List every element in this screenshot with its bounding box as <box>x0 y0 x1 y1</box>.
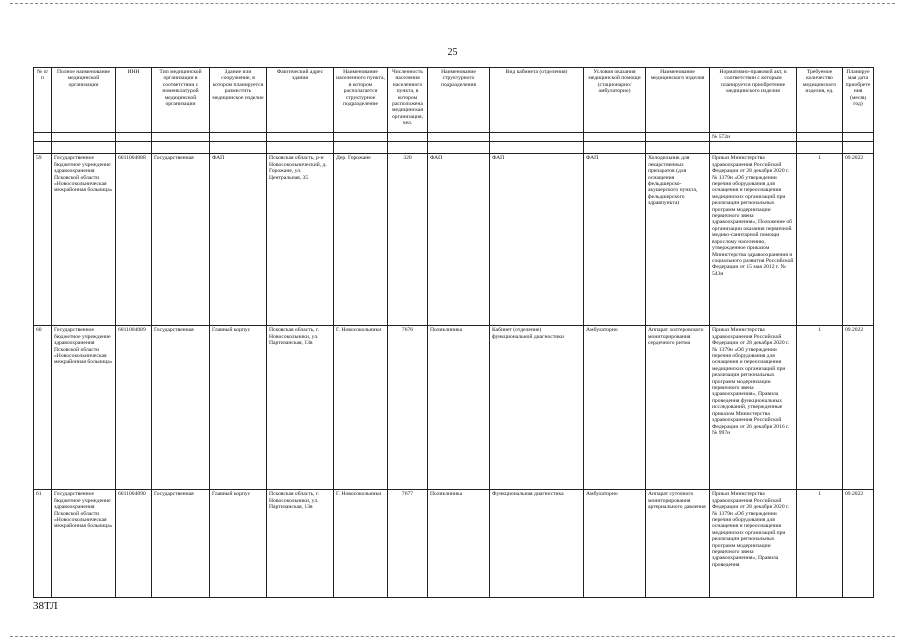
cell-org: Государственное бюджетное учреждение здравоохранения Псковской области «Новосокольническая межрайонная больница» <box>52 490 116 598</box>
cell-num: 59 <box>34 154 52 326</box>
cell-date: 09.2022 <box>843 490 874 598</box>
cell-building: Главный корпус <box>210 490 267 598</box>
cell-inn: 6011004088 <box>116 154 152 326</box>
cell-locality: Г. Новосокольники <box>334 326 388 490</box>
cell-device: Аппарат холтеровского мониторирования сердечного ритма <box>646 326 710 490</box>
cell-date: 09.2022 <box>843 154 874 326</box>
cell-act: Приказ Министерства здравоохранения Российской Федерации от 28 декабря 2020 г. № 1379н «Об утверждении перечня оборудования для оснащения и переоснащения медицинских организаций при реализации региональных программ модернизации первичного звена здравоохранения», Правила проведения функциональных исследований, утвержденные приказом Министерства здравоохранения Российской Федерации от 26 декабря 2016 г. № 997н <box>710 326 797 490</box>
header-date: Планируемая дата приобретения (месяц год) <box>843 68 874 133</box>
cell-device: Аппарат суточного мониторирования артериального давления <box>646 490 710 598</box>
cell-org: Государственное бюджетное учреждение здравоохранения Псковской области «Новосокольническая межрайонная больница» <box>52 154 116 326</box>
cell-num: 61 <box>34 490 52 598</box>
header-inn: ИНН <box>116 68 152 133</box>
header-act: Нормативно-правовой акт, в соответствии с которым планируется приобретение медицинского изделия <box>710 68 797 133</box>
scan-bottom-edge <box>10 636 895 637</box>
cell-address: Псковская область, р-н Новосокольнический, д. Горожане, ул. Центральная, 35 <box>267 154 334 326</box>
header-cabinet: Вид кабинета (отделения) <box>490 68 584 133</box>
cell-type: Государственная <box>152 490 210 598</box>
header-address: Фактический адрес здания <box>267 68 334 133</box>
cell-org: Государственное бюджетное учреждение здравоохранения Псковской области «Новосокольническая межрайонная больница» <box>52 326 116 490</box>
cell-cabinet: ФАП <box>490 154 584 326</box>
cell-building: ФАП <box>210 154 267 326</box>
cell-locality: Дер. Горожане <box>334 154 388 326</box>
header-building: Здание или сооружение, в котором планируется разместить медицинское изделие <box>210 68 267 133</box>
cell-qty: 1 <box>797 326 843 490</box>
cell-unit: Поликлиника <box>428 326 490 490</box>
cell-conditions: Амбулаторно <box>584 490 646 598</box>
spacer-row <box>34 142 874 154</box>
cell-address: Псковская область, г. Новосокольники, ул. Партизанская, 13в <box>267 326 334 490</box>
cell-population: 7677 <box>388 490 428 598</box>
equipment-table <box>33 67 874 598</box>
cell-address: Псковская область, г. Новосокольники, ул. Партизанская, 13в <box>267 490 334 598</box>
header-num: № п/п <box>34 68 52 133</box>
cell-type: Государственная <box>152 326 210 490</box>
table-row <box>34 490 874 598</box>
cell-locality: Г. Новосокольники <box>334 490 388 598</box>
cell-act: Приказ Министерства здравоохранения Российской Федерации от 28 декабря 2020 г. № 1379н «Об утверждении перечня оборудования для оснащения и переоснащения медицинских организаций при реализации региональных программ модернизации первичного звена здравоохранения», Правила проведения <box>710 490 797 598</box>
cell-cabinet: Функциональная диагностика <box>490 490 584 598</box>
cell-num: 60 <box>34 326 52 490</box>
page-number: 25 <box>447 47 458 58</box>
cell-date: 09.2022 <box>843 326 874 490</box>
cell-unit: ФАП <box>428 154 490 326</box>
header-conditions: Условия оказания медицинской помощи (стационарно/амбулаторно) <box>584 68 646 133</box>
cell-type: Государственная <box>152 154 210 326</box>
table-row <box>34 326 874 490</box>
cell-conditions: ФАП <box>584 154 646 326</box>
table-row <box>34 154 874 326</box>
continuation-cell: № 572н <box>710 133 797 142</box>
scan-top-edge <box>10 3 895 4</box>
cell-qty: 1 <box>797 490 843 598</box>
cell-building: Главный корпус <box>210 326 267 490</box>
cell-inn: 6011004089 <box>116 326 152 490</box>
header-org: Полное наименование медицинской организации <box>52 68 116 133</box>
cell-conditions: Амбулаторно <box>584 326 646 490</box>
cell-population: 320 <box>388 154 428 326</box>
cell-act: Приказ Министерства здравоохранения Российской Федерации от 28 декабря 2020 г. № 1379н «Об утверждении перечня оборудования для оснащения и переоснащения медицинских организаций при реализации региональных программ модернизации первичного звена здравоохранения», Положение об организации оказания первичной медико-санитарной помощи взрослому населению, утвержденное приказом Министерства здравоохранения и социального развития Российской Федерации от 15 мая 2012 г. № 543н <box>710 154 797 326</box>
cell-inn: 6011004090 <box>116 490 152 598</box>
header-qty: Требуемое количество медицинского изделия, ед. <box>797 68 843 133</box>
cell-unit: Поликлиника <box>428 490 490 598</box>
header-locality: Наименование населенного пункта, в котором располагается структурное подразделение <box>334 68 388 133</box>
cell-qty: 1 <box>797 154 843 326</box>
header-population: Численность населения населенного пункта, в котором расположена медицинская организация, чел. <box>388 68 428 133</box>
header-unit: Наименование структурного подразделения <box>428 68 490 133</box>
header-device: Наименование медицинского изделия <box>646 68 710 133</box>
header-row <box>34 68 874 133</box>
cell-population: 7676 <box>388 326 428 490</box>
page-footer-code: 38ТЛ <box>33 600 58 612</box>
continuation-row <box>34 133 874 142</box>
header-type: Тип медицинской организации в соответствии с номенклатурой медицинской организации <box>152 68 210 133</box>
cell-device: Холодильник для лекарственных препаратов (для оснащения фельдшерско-акушерского пункта, фельдшерского здравпункта) <box>646 154 710 326</box>
cell-cabinet: Кабинет (отделение) функциональной диагностики <box>490 326 584 490</box>
